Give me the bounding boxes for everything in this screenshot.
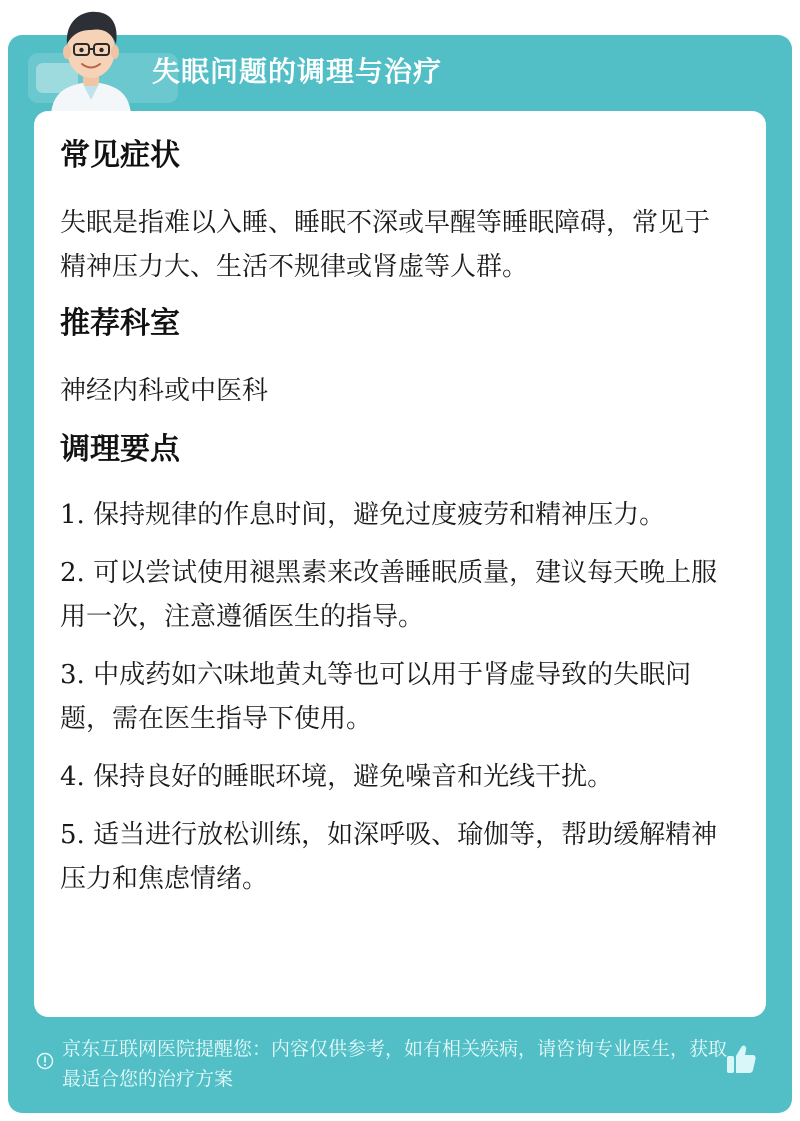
tip-number: 2. [60,558,85,588]
tips-heading: 调理要点 [60,432,180,467]
tip-text: 适当进行放松训练，如深呼吸、瑜伽等，帮助缓解精神压力和焦虑情绪。 [60,820,718,894]
tip-item [60,551,726,639]
tip-item [60,493,726,537]
tip-number: 1. [60,500,85,530]
department-heading: 推荐科室 [60,306,180,341]
tips-list [60,493,726,901]
page-title: 失眠问题的调理与治疗 [152,55,443,88]
tip-text: 保持良好的睡眠环境，避免噪音和光线干扰。 [93,762,614,792]
disclaimer-text: 京东互联网医院提醒您：内容仅供参考，如有相关疾病，请咨询专业医生，获取最适合您的治疗方案 [62,1038,728,1090]
content-card [34,111,766,1017]
thumbs-up-icon[interactable] [724,1042,758,1076]
tip-number: 5. [60,820,85,850]
doctor-avatar [45,4,137,114]
content-body [60,133,726,915]
tip-item [60,653,726,741]
info-icon [36,1052,54,1070]
tip-number: 4. [60,762,85,792]
tip-text: 保持规律的作息时间，避免过度疲劳和精神压力。 [93,500,666,530]
symptoms-text: 失眠是指难以入睡、睡眠不深或早醒等睡眠障碍，常见于精神压力大、生活不规律或肾虚等人群。 [60,208,711,282]
tip-number: 3. [60,660,85,690]
department-text: 神经内科或中医科 [60,376,269,406]
tip-text: 可以尝试使用褪黑素来改善睡眠质量，建议每天晚上服用一次，注意遵循医生的指导。 [60,558,718,632]
tip-item [60,755,726,799]
tip-text: 中成药如六味地黄丸等也可以用于肾虚导致的失眠问题，需在医生指导下使用。 [60,660,692,734]
tip-item [60,813,726,901]
symptoms-heading: 常见症状 [60,138,180,173]
